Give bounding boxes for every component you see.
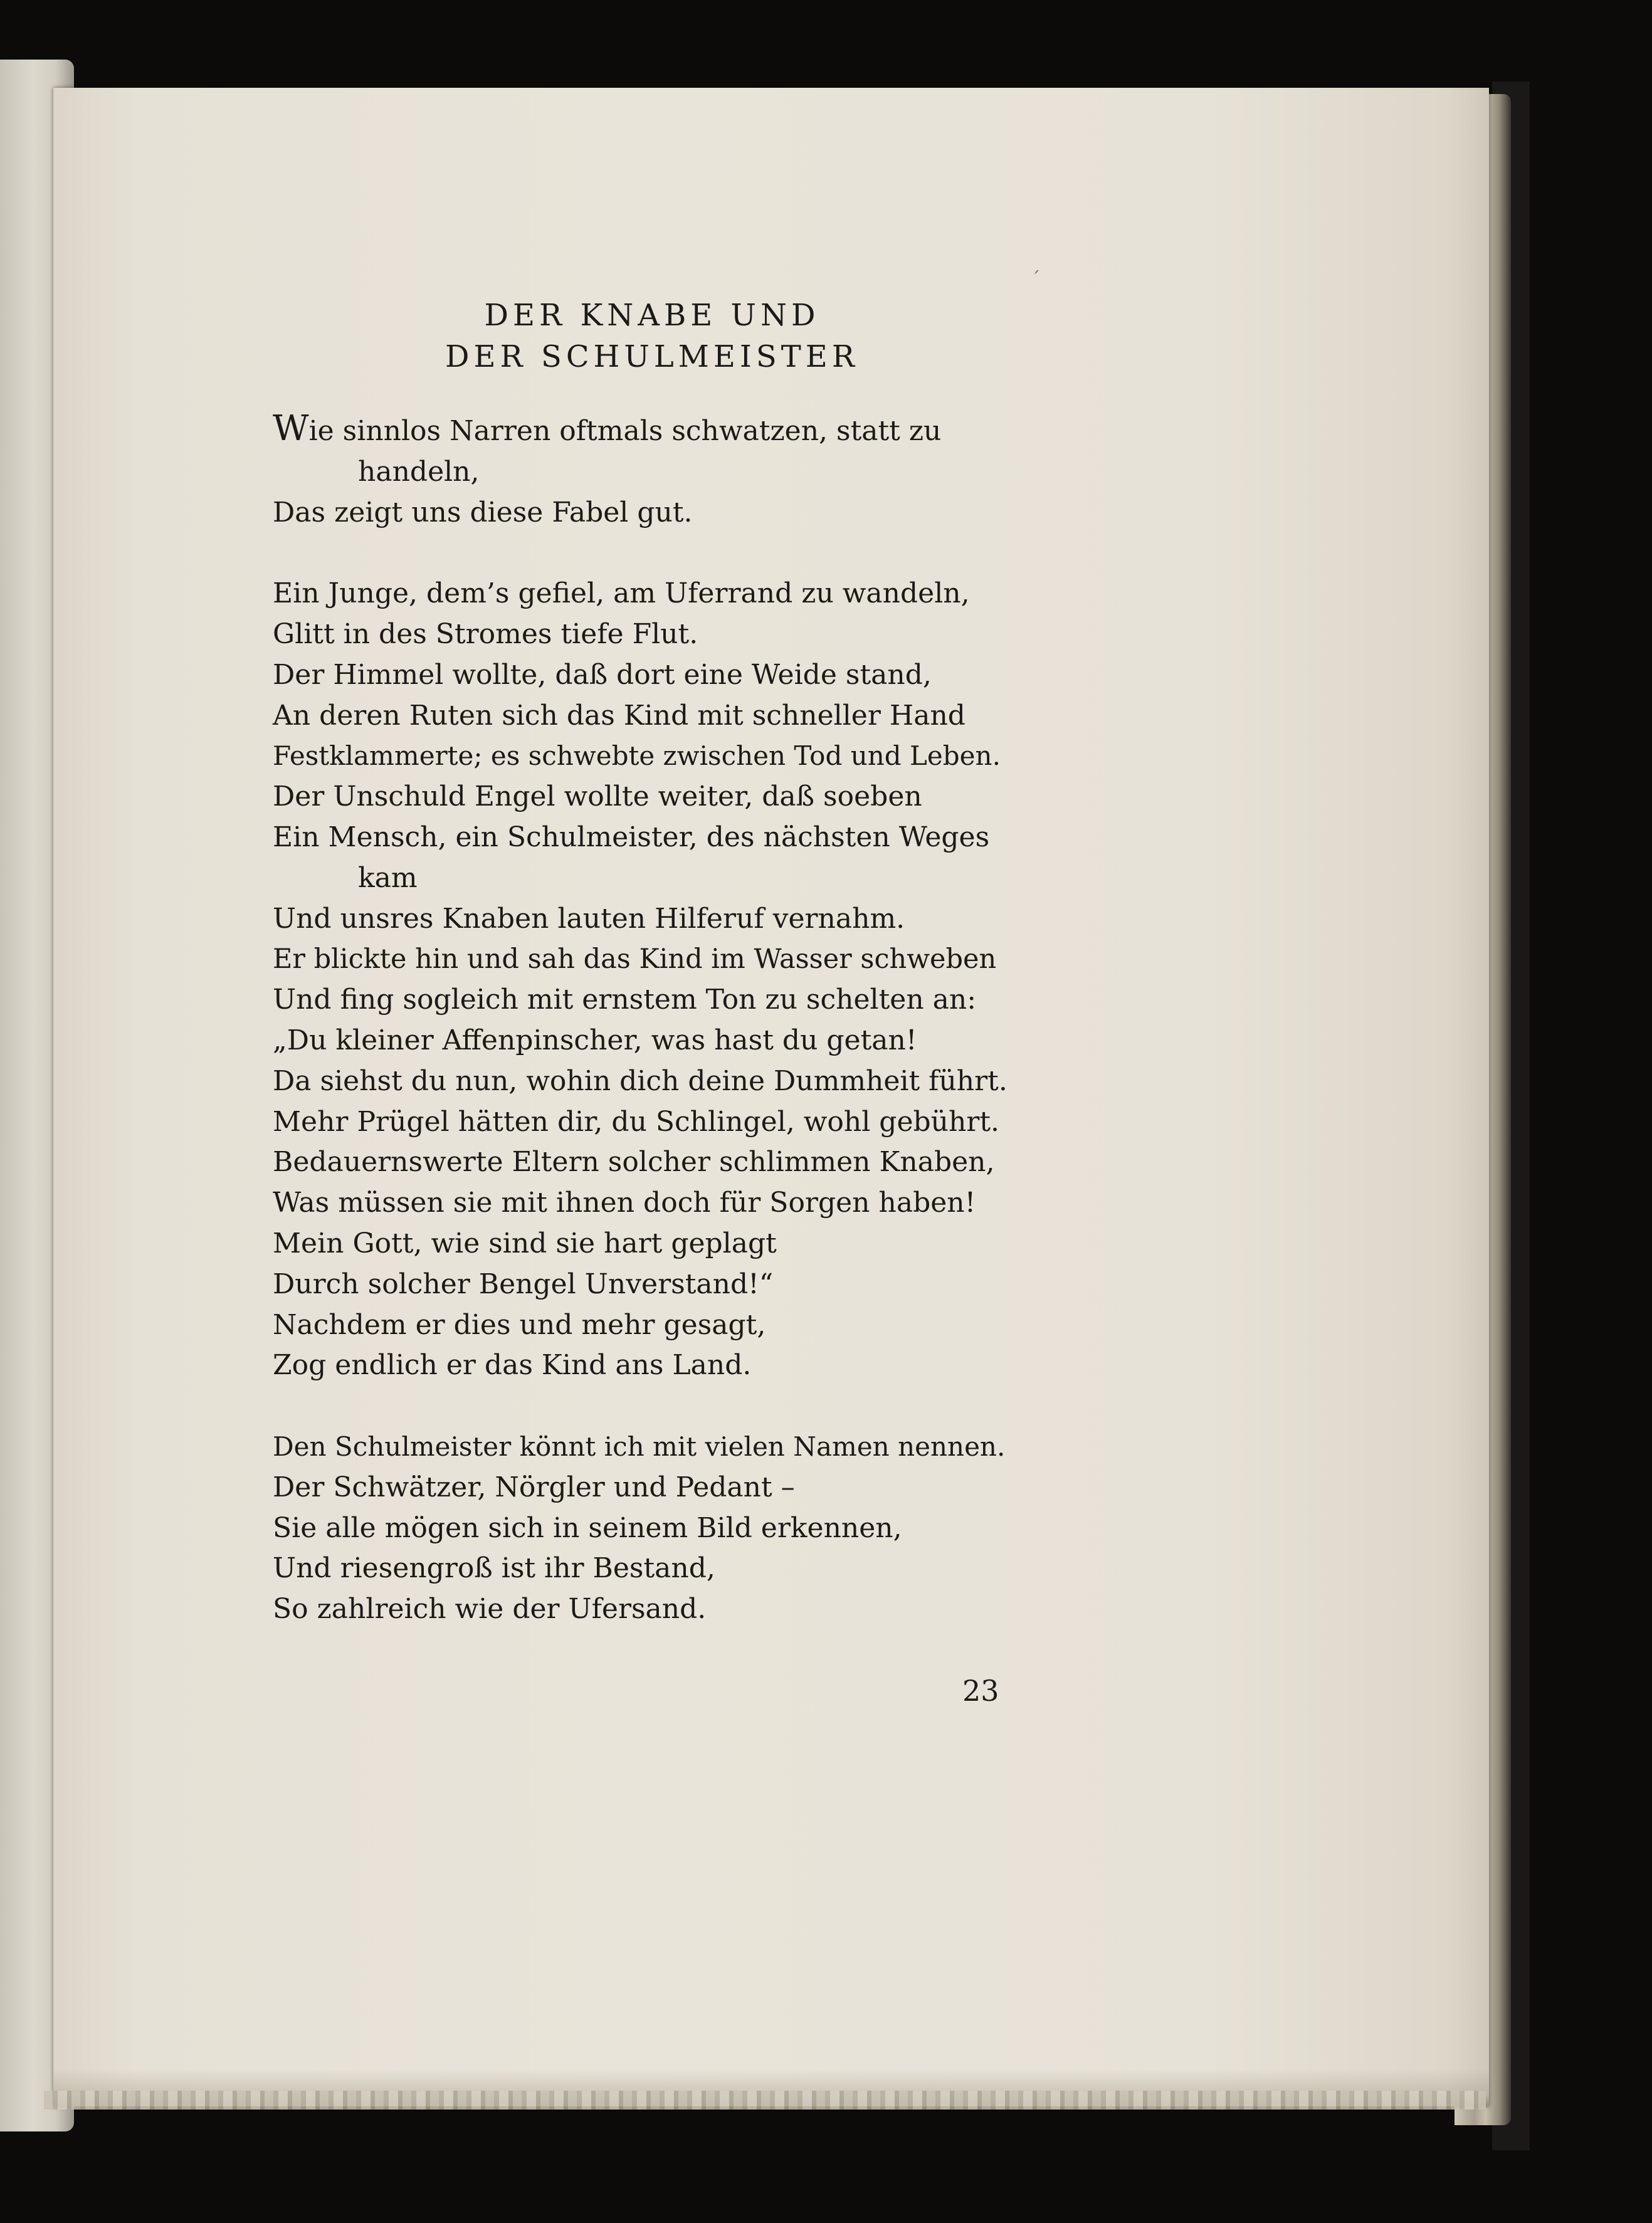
verse-line: Festklammerte; es schwebte zwischen Tod und Leben.: [273, 740, 1001, 772]
verse-line: Durch solcher Bengel Unverstand!“: [273, 1268, 774, 1300]
verse-line: Da siehst du nun, wohin dich deine Dummheit führt.: [273, 1064, 1008, 1097]
verse-line: Und riesengroß ist ihr Bestand,: [273, 1552, 715, 1585]
verse-line: Den Schulmeister könnt ich mit vielen Namen nennen.: [273, 1431, 1006, 1462]
poem-text-block: [273, 295, 1013, 1630]
verse-line: Sie alle mögen sich in seinem Bild erkennen,: [273, 1511, 902, 1544]
verse-line: Nachdem er dies und mehr gesagt,: [273, 1308, 766, 1341]
pencil-mark: ´: [1031, 268, 1040, 289]
verse-line: Wie sinnlos Narren oftmals schwatzen, statt zu: [273, 408, 942, 449]
verse-line: „Du kleiner Affenpinscher, was hast du getan!: [273, 1024, 917, 1056]
verse-line: Bedauernswerte Eltern solcher schlimmen Knaben,: [273, 1146, 995, 1179]
verse-line: So zahlreich wie der Ufersand.: [273, 1593, 707, 1626]
page-number: 23: [962, 1674, 999, 1708]
verse-line: An deren Ruten sich das Kind mit schneller Hand: [273, 699, 965, 732]
poem-title: [273, 295, 1013, 377]
verse-line: Er blickte hin und sah das Kind im Wasser schweben: [273, 943, 997, 975]
verse-line-continuation: handeln,: [358, 455, 480, 488]
stanza: [273, 1427, 1013, 1630]
verse-line-continuation: kam: [358, 861, 418, 894]
verse-line: Was müssen sie mit ihnen doch für Sorgen haben!: [273, 1187, 976, 1219]
verse-line: Glitt in des Stromes tiefe Flut.: [273, 618, 698, 650]
verse-line: Mehr Prügel hätten dir, du Schlingel, wohl gebührt.: [273, 1105, 1000, 1138]
verse-line: Zog endlich er das Kind ans Land.: [273, 1349, 752, 1382]
verse-line: Das zeigt uns diese Fabel gut.: [273, 496, 693, 528]
stanza: [273, 574, 1013, 1386]
verse-line: Ein Mensch, ein Schulmeister, des nächsten Weges: [273, 821, 990, 853]
verse-line: Der Unschuld Engel wollte weiter, daß soeben: [273, 780, 922, 813]
stanza: [273, 409, 1013, 533]
verse-line: Der Himmel wollte, daß dort eine Weide stand,: [273, 658, 932, 691]
poem-title-line: DER SCHULMEISTER: [445, 339, 859, 374]
poem-title-line: DER KNABE UND: [484, 298, 820, 333]
verse-line: Mein Gott, wie sind sie hart geplagt: [273, 1227, 777, 1259]
deckle-edge: [44, 2091, 1486, 2110]
verse-line: Und unsres Knaben lauten Hilferuf vernahm.: [273, 902, 905, 935]
verse-line: Und fing sogleich mit ernstem Ton zu schelten an:: [273, 984, 977, 1016]
verse-line: Ein Junge, dem’s gefiel, am Uferrand zu wandeln,: [273, 577, 970, 610]
poem-body: [273, 409, 1013, 1630]
verse-line: Der Schwätzer, Nörgler und Pedant –: [273, 1471, 795, 1503]
